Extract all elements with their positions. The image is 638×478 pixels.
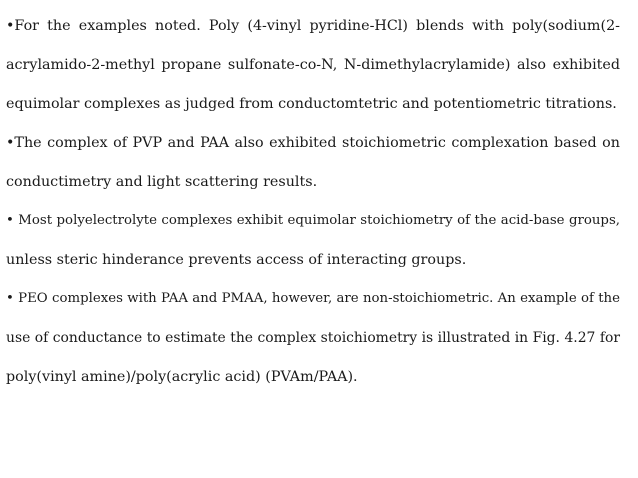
paragraph-3-line-1: • Most polyelectrolyte complexes exhibit equimolar stoichiometry of the acid-base groups, <box>6 213 620 228</box>
paragraph-1-line-3: equimolar complexes as judged from conductomtetric and potentiometric titrations. <box>6 96 617 112</box>
paragraph-1-line-1: •For the examples noted. Poly (4-vinyl pyridine-HCl) blends with poly(sodium(2- <box>6 18 620 34</box>
paragraph-4-line-1: • PEO complexes with PAA and PMAA, however, are non-stoichiometric. An example of the <box>6 291 620 306</box>
paragraph-2-line-1: •The complex of PVP and PAA also exhibited stoichiometric complexation based on <box>6 135 620 151</box>
paragraph-3-line-2: unless steric hinderance prevents access of interacting groups. <box>6 252 467 268</box>
paragraph-4-line-3: poly(vinyl amine)/poly(acrylic acid) (PVAm/PAA). <box>6 369 358 385</box>
paragraph-2-line-2: conductimetry and light scattering results. <box>6 174 318 190</box>
paragraph-4-line-2: use of conductance to estimate the complex stoichiometry is illustrated in Fig. 4.27 for <box>6 330 620 346</box>
paragraph-1-line-2: acrylamido-2-methyl propane sulfonate-co-N, N-dimethylacrylamide) also exhibited <box>6 57 620 73</box>
